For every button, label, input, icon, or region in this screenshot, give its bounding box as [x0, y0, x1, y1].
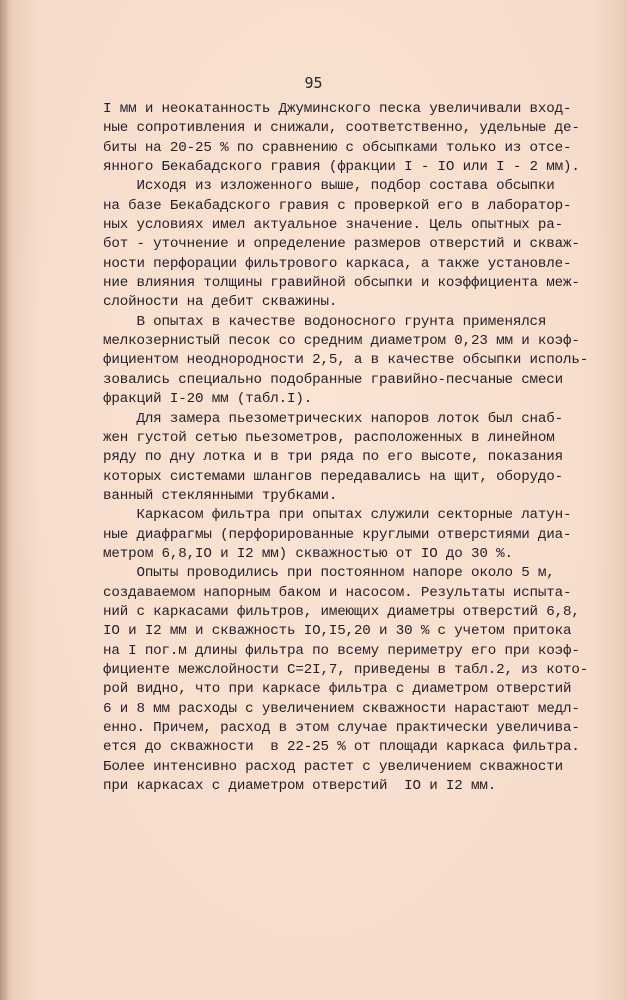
text-line: ных условиях имел актуальное значение. Цель опытных ра- [103, 217, 564, 234]
text-line: Опыты проводились при постоянном напоре около 5 м, [103, 565, 555, 582]
text-line: ний с каркасами фильтров, имеющих диаметры отверстий 6,8, [103, 603, 580, 620]
text-line: I мм и неокатанность Джуминского песка увеличивали вход- [103, 101, 572, 117]
text-line: которых системами шлангов передавались на щит, оборудо- [103, 468, 564, 485]
text-line: зовались специально подобранные гравийно-песчаные смеси [103, 371, 564, 388]
text-line: В опытах в качестве водоносного грунта применялся [103, 313, 547, 330]
text-line: жен густой сетью пьезометров, расположенных в линейном [103, 429, 555, 446]
text-line: ные сопротивления и снижали, соответственно, удельные де- [103, 120, 580, 137]
text-line: слойности на дебит скважины. [103, 294, 338, 311]
text-line: фракций I-20 мм (табл.I). [103, 391, 313, 408]
text-line: на базе Бекабадского гравия с проверкой его в лаборатор- [103, 197, 572, 214]
text-line: Для замера пьезометрических напоров лоток был снаб- [103, 410, 564, 427]
text-line: фициентом неоднородности 2,5, а в качестве обсыпки исполь- [103, 352, 589, 369]
text-line: ряду по дну лотка и в три ряда по его высоте, показания [103, 449, 564, 466]
text-line: ные диафрагмы (перфорированные круглыми отверстиями диа- [103, 526, 572, 543]
text-line: 6 и 8 мм расходы с увеличением скважности нарастают медл- [103, 700, 580, 717]
text-line: ности перфорации фильтрового каркаса, а также установле- [103, 255, 572, 272]
text-line: ванный стеклянными трубками. [103, 487, 338, 504]
text-line: янного Бекабадского гравия (фракции I - IO или I - 2 мм). [103, 159, 580, 176]
text-line: IO и I2 мм и скважность IO,I5,20 и 30 % с учетом притока [103, 623, 572, 640]
text-line: Каркасом фильтра при опытах служили секторные латун- [103, 507, 572, 524]
body-text [103, 100, 589, 796]
text-line: создаваемом напорным баком и насосом. Результаты испыта- [103, 584, 572, 601]
text-line: на I пог.м длины фильтра по всему периметру его при коэф- [103, 642, 580, 659]
text-line: енно. Причем, расход в этом случае практически увеличива- [103, 720, 580, 736]
text-line: биты на 20-25 % по сравнению с обсыпками только из отсе- [103, 139, 572, 156]
text-line: Более интенсивно расход растет с увеличением скважности [103, 758, 564, 775]
text-line: при каркасах с диаметром отверстий IO и I2 мм. [103, 778, 497, 795]
text-line: ние влияния толщины гравийной обсыпки и коэффициента меж- [103, 275, 580, 292]
text-line: мелкозернистый песок со средним диаметром 0,23 мм и коэф- [103, 333, 580, 350]
text-line: метром 6,8,IO и I2 мм) скважностью от IO до 30 %. [103, 545, 513, 562]
page-number: 95 [304, 74, 323, 92]
text-line: фициенте межслойности С=2I,7, приведены в табл.2, из кото- [103, 661, 589, 678]
text-line: рой видно, что при каркасе фильтра с диаметром отверстий [103, 681, 572, 698]
text-line: ется до скважности в 22-25 % от площади каркаса фильтра. [103, 739, 580, 756]
text-line: бот - уточнение и определение размеров отверстий и сквaж- [103, 236, 580, 253]
text-line: Исходя из изложенного выше, подбор состава обсыпки [103, 178, 555, 195]
